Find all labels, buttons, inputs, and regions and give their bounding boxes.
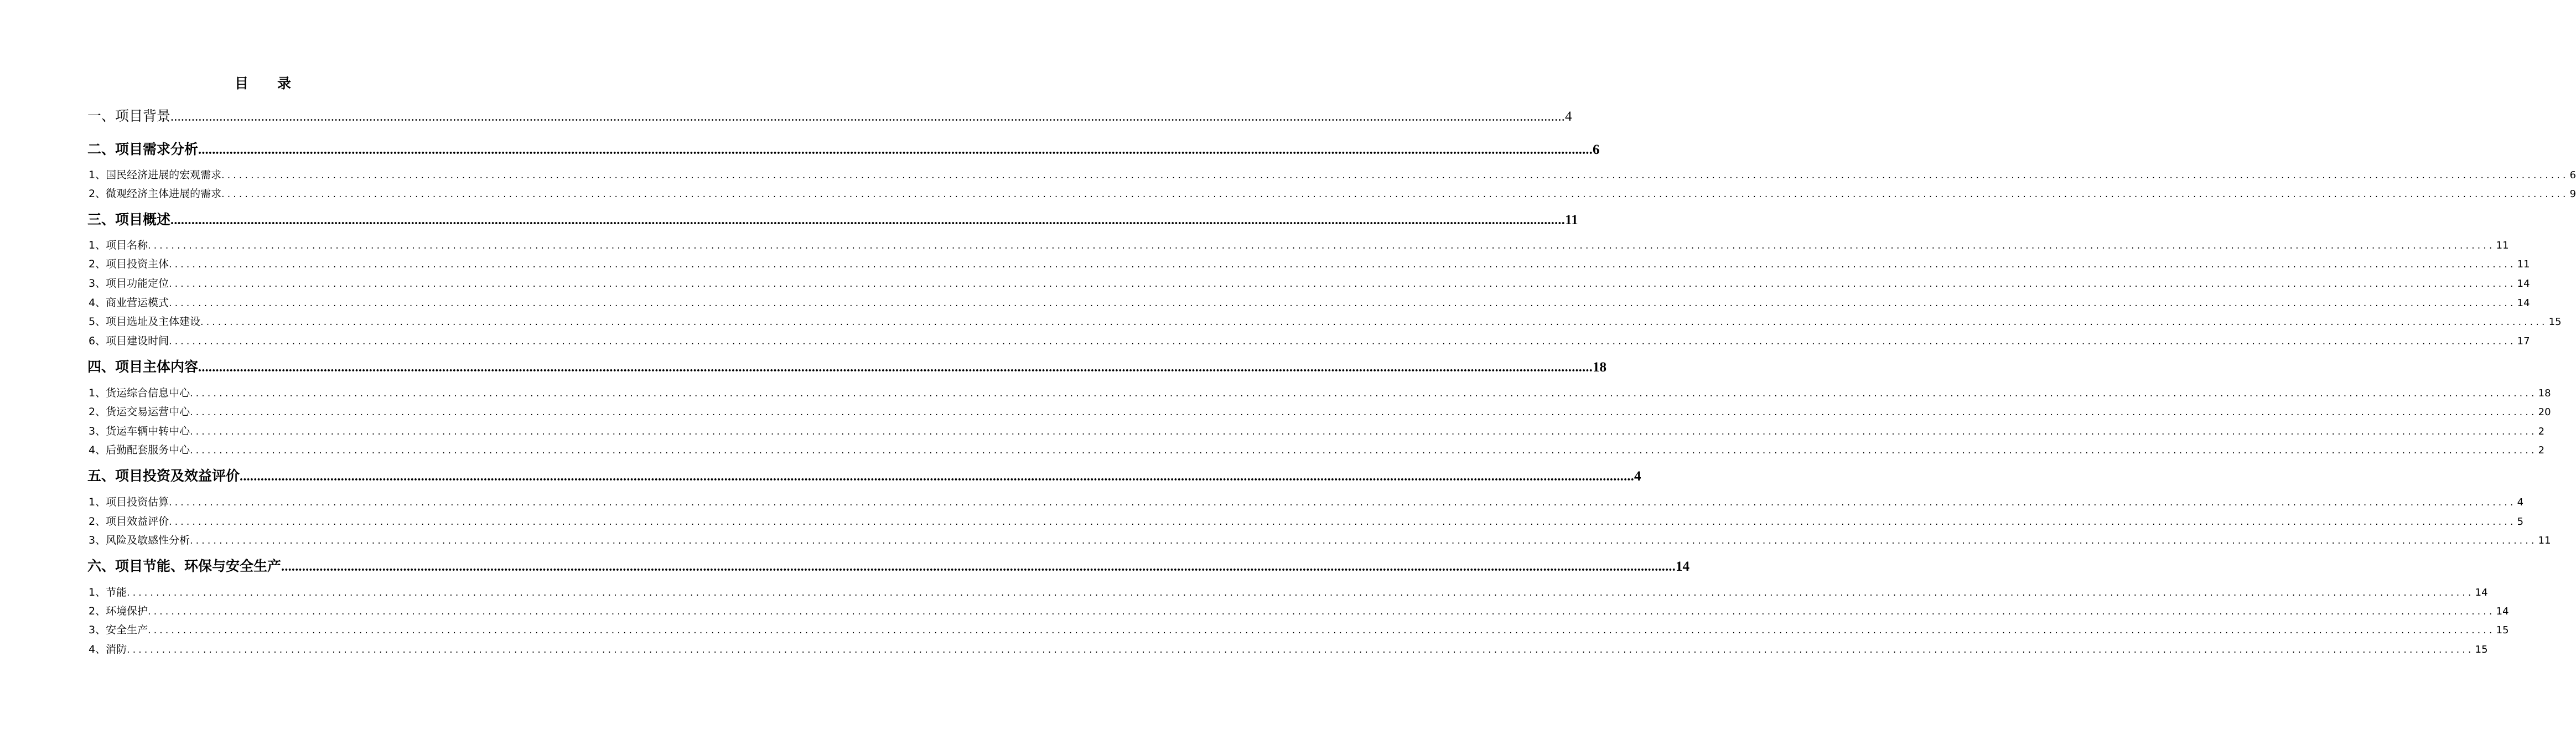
toc-section-entry[interactable] bbox=[89, 514, 2524, 529]
toc-page-number: 2 bbox=[2538, 445, 2545, 456]
toc-leader-dots: ................................................................................................................................................................................................................................................................................................................................................................................................................ bbox=[190, 426, 2537, 437]
toc-leader-dots: ................................................................................................................................................................................................................................................................................................................................................................................................................ bbox=[127, 587, 2474, 598]
toc-leader-dots: ................................................................................................................................................................................................................................................................................................................................................................................................................ bbox=[169, 278, 2516, 290]
toc-page-number: 2 bbox=[2538, 426, 2545, 437]
toc-chapter-entry[interactable] bbox=[87, 210, 1578, 229]
toc-section-entry[interactable] bbox=[89, 642, 2488, 657]
toc-entry-label: 六、项目节能、环保与安全生产 bbox=[87, 558, 282, 574]
toc-entry-label: 3、安全生产 bbox=[89, 624, 148, 636]
toc-section-entry[interactable] bbox=[89, 585, 2488, 600]
toc-page-number: 15 bbox=[2496, 624, 2509, 636]
toc-page-number: 4 bbox=[1634, 469, 1641, 484]
toc-section-entry[interactable] bbox=[89, 424, 2545, 438]
toc-leader-dots: ................................................................................................................................................................................................................................................................................................................................................................................................................ bbox=[148, 240, 2495, 251]
toc-entry-label: 3、货运车辆中转中心 bbox=[89, 425, 190, 437]
toc-page-number: 14 bbox=[1676, 559, 1690, 574]
toc-page-number: 4 bbox=[2517, 497, 2524, 508]
toc-entry-label: 2、微观经济主体进展的需求 bbox=[89, 188, 222, 200]
toc-entry-label: 1、项目投资估算 bbox=[89, 496, 169, 508]
toc-page-number: 17 bbox=[2517, 335, 2530, 347]
toc-leader-dots: ................................................................................................................................................................................................................................................................................................................................................................................................................ bbox=[170, 110, 1566, 124]
toc-page-number: 11 bbox=[2538, 535, 2551, 546]
toc-entry-label: 4、商业营运模式 bbox=[89, 297, 169, 309]
toc-section-entry[interactable] bbox=[89, 405, 2551, 419]
toc-leader-dots: ................................................................................................................................................................................................................................................................................................................................................................................................................ bbox=[169, 259, 2516, 270]
page-title: 目录 bbox=[234, 75, 320, 91]
toc-section-entry[interactable] bbox=[89, 604, 2509, 618]
toc-page-number: 4 bbox=[1565, 109, 1572, 124]
toc-page-number: 5 bbox=[2517, 516, 2524, 528]
toc-chapter-entry[interactable] bbox=[87, 140, 1600, 159]
toc-section-entry[interactable] bbox=[89, 334, 2530, 348]
toc-leader-dots: ................................................................................................................................................................................................................................................................................................................................................................................................................ bbox=[169, 298, 2516, 309]
toc-section-entry[interactable] bbox=[89, 443, 2545, 457]
toc-leader-dots: ................................................................................................................................................................................................................................................................................................................................................................................................................ bbox=[190, 535, 2537, 546]
toc-leader-dots: ................................................................................................................................................................................................................................................................................................................................................................................................................ bbox=[221, 189, 2569, 200]
toc-leader-dots: ................................................................................................................................................................................................................................................................................................................................................................................................................ bbox=[198, 143, 1593, 157]
toc-entry-label: 4、后勤配套服务中心 bbox=[89, 444, 190, 456]
toc-section-entry[interactable] bbox=[89, 168, 2576, 182]
toc-page-number: 18 bbox=[1593, 360, 1607, 375]
toc-page-number: 14 bbox=[2517, 297, 2530, 309]
toc-page-number: 14 bbox=[2496, 606, 2509, 617]
toc-leader-dots: ................................................................................................................................................................................................................................................................................................................................................................................................................ bbox=[169, 336, 2516, 347]
toc-section-entry[interactable] bbox=[89, 386, 2551, 400]
toc-page-number: 15 bbox=[2475, 644, 2488, 655]
toc-leader-dots: ................................................................................................................................................................................................................................................................................................................................................................................................................ bbox=[198, 360, 1593, 375]
toc-page-number: 6 bbox=[2569, 169, 2576, 181]
toc-entry-label: 1、货运综合信息中心 bbox=[89, 387, 190, 399]
toc-section-entry[interactable] bbox=[89, 533, 2551, 547]
toc-entry-label: 1、国民经济进展的宏观需求 bbox=[89, 169, 222, 181]
toc-entry-label: 4、消防 bbox=[89, 643, 127, 655]
toc-entry-label: 1、节能 bbox=[89, 586, 127, 598]
toc-page-number: 15 bbox=[2548, 316, 2562, 328]
toc-section-entry[interactable] bbox=[89, 257, 2530, 271]
toc-leader-dots: ................................................................................................................................................................................................................................................................................................................................................................................................................ bbox=[190, 388, 2537, 399]
toc-leader-dots: ................................................................................................................................................................................................................................................................................................................................................................................................................ bbox=[148, 606, 2495, 617]
toc-entry-label: 6、项目建设时间 bbox=[89, 335, 169, 347]
toc-section-entry[interactable] bbox=[89, 495, 2524, 509]
toc-leader-dots: ................................................................................................................................................................................................................................................................................................................................................................................................................ bbox=[281, 560, 1676, 574]
toc-chapter-entry[interactable] bbox=[87, 358, 1607, 376]
toc-entry-label: 四、项目主体内容 bbox=[87, 359, 199, 375]
toc-section-entry[interactable] bbox=[89, 314, 2562, 329]
toc-entry-label: 三、项目概述 bbox=[87, 211, 171, 228]
toc-section-entry[interactable] bbox=[89, 623, 2509, 637]
toc-leader-dots: ................................................................................................................................................................................................................................................................................................................................................................................................................ bbox=[169, 516, 2516, 528]
toc-page-number: 11 bbox=[2496, 240, 2509, 251]
toc-page-number: 6 bbox=[1593, 142, 1600, 157]
toc-chapter-entry[interactable] bbox=[87, 467, 1641, 485]
toc-leader-dots: ................................................................................................................................................................................................................................................................................................................................................................................................................ bbox=[200, 317, 2548, 328]
toc-entry-label: 3、项目功能定位 bbox=[89, 277, 169, 290]
toc-entry-label: 5、项目选址及主体建设 bbox=[89, 316, 201, 328]
toc-section-entry[interactable] bbox=[89, 238, 2509, 252]
toc-leader-dots: ................................................................................................................................................................................................................................................................................................................................................................................................................ bbox=[170, 213, 1566, 228]
toc-entry-label: 五、项目投资及效益评价 bbox=[87, 468, 240, 484]
toc-page-number: 14 bbox=[2475, 587, 2488, 598]
toc-chapter-entry[interactable] bbox=[87, 107, 1572, 126]
toc-section-entry[interactable] bbox=[89, 296, 2530, 310]
toc-entry-label: 2、环境保护 bbox=[89, 605, 148, 617]
toc-page-number: 9 bbox=[2569, 188, 2576, 200]
toc-entry-label: 一、项目背景 bbox=[87, 108, 171, 124]
toc-section-entry[interactable] bbox=[89, 187, 2576, 201]
toc-page-number: 11 bbox=[2517, 259, 2530, 270]
toc-leader-dots: ................................................................................................................................................................................................................................................................................................................................................................................................................ bbox=[148, 625, 2495, 636]
toc-leader-dots: ................................................................................................................................................................................................................................................................................................................................................................................................................ bbox=[240, 469, 1635, 484]
toc-page-number: 20 bbox=[2538, 406, 2551, 418]
toc-leader-dots: ................................................................................................................................................................................................................................................................................................................................................................................................................ bbox=[127, 644, 2474, 655]
toc-entry-label: 1、项目名称 bbox=[89, 239, 148, 251]
toc-page-number: 11 bbox=[1565, 213, 1578, 228]
toc-entry-label: 二、项目需求分析 bbox=[87, 141, 199, 157]
toc-entry-label: 3、风险及敏感性分析 bbox=[89, 534, 190, 546]
toc-section-entry[interactable] bbox=[89, 276, 2530, 291]
toc-leader-dots: ................................................................................................................................................................................................................................................................................................................................................................................................................ bbox=[190, 407, 2537, 418]
toc-leader-dots: ................................................................................................................................................................................................................................................................................................................................................................................................................ bbox=[169, 497, 2516, 508]
toc-page-number: 14 bbox=[2517, 278, 2530, 290]
toc-leader-dots: ................................................................................................................................................................................................................................................................................................................................................................................................................ bbox=[190, 445, 2537, 456]
toc-entry-label: 2、项目投资主体 bbox=[89, 258, 169, 270]
toc-entry-label: 2、货运交易运营中心 bbox=[89, 406, 190, 418]
toc-page-number: 18 bbox=[2538, 388, 2551, 399]
toc-entry-label: 2、项目效益评价 bbox=[89, 515, 169, 528]
toc-leader-dots: ................................................................................................................................................................................................................................................................................................................................................................................................................ bbox=[221, 170, 2569, 181]
toc-chapter-entry[interactable] bbox=[87, 557, 1690, 576]
